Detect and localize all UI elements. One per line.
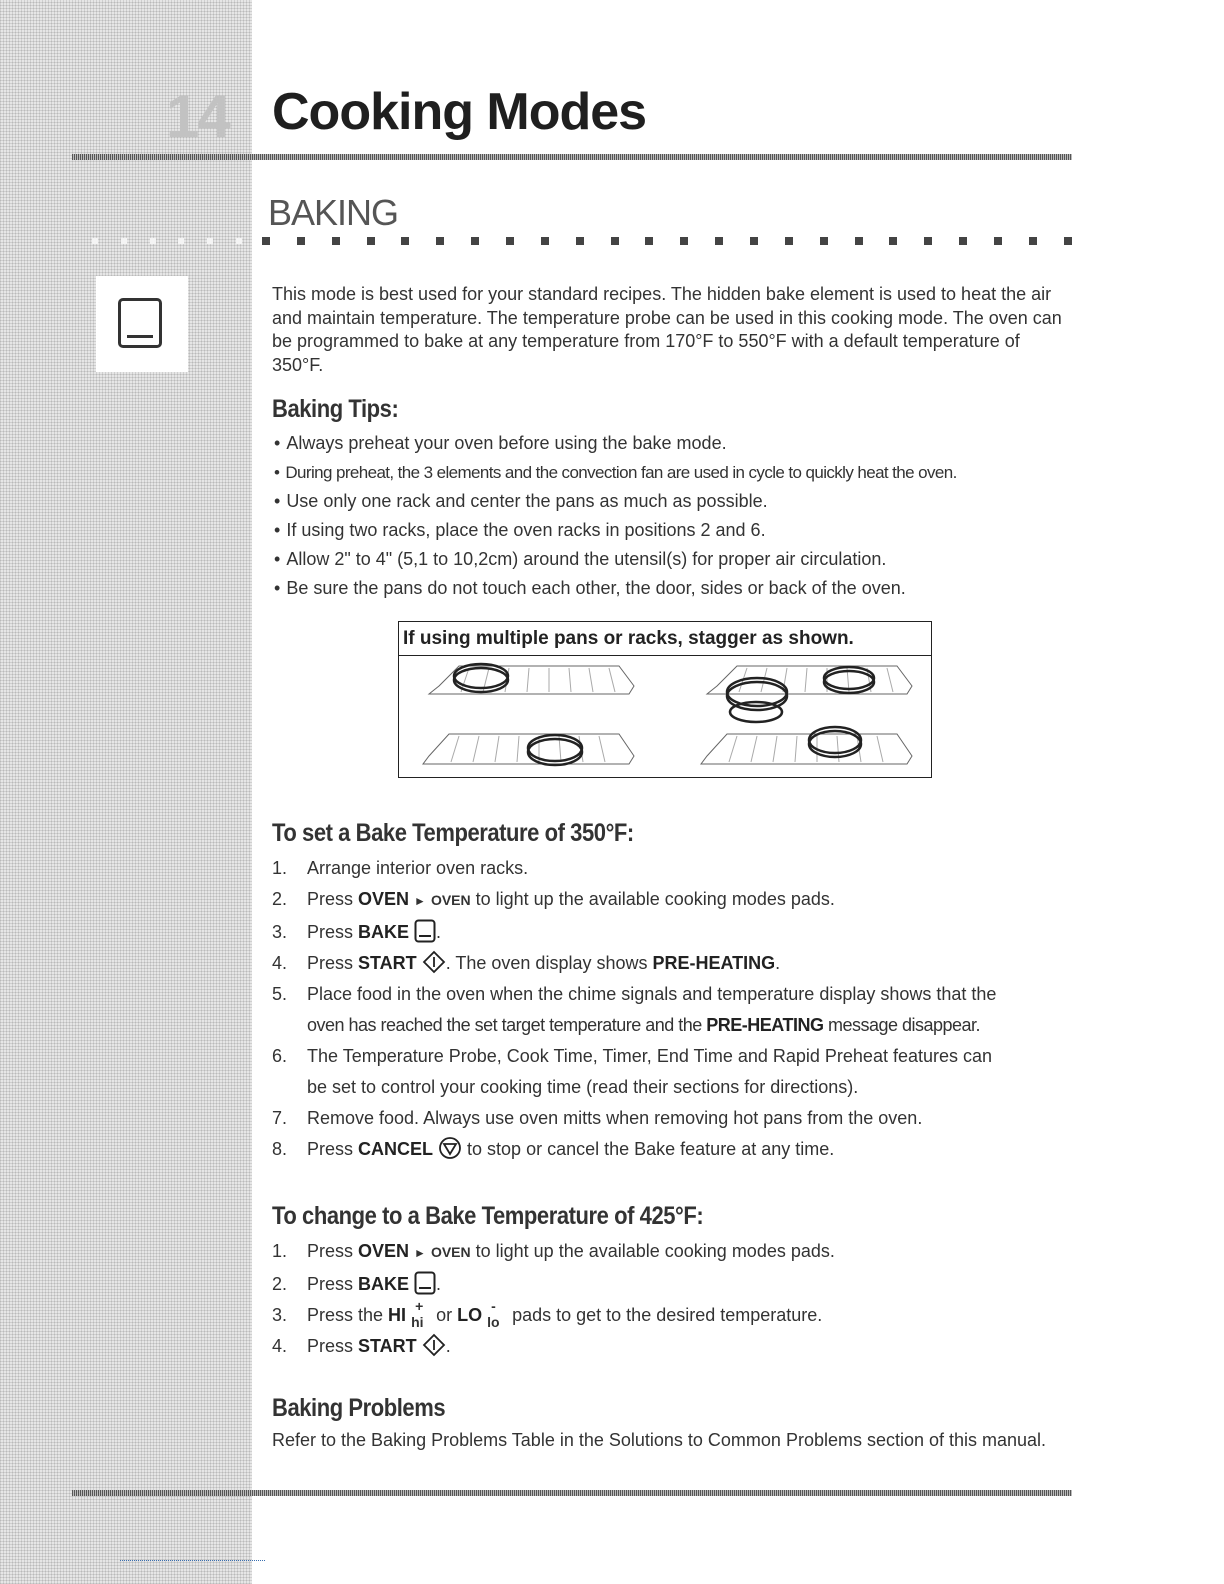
section-dot-divider [262, 237, 1072, 245]
step-item: 7. Remove food. Always use oven mitts when removing hot pans from the oven. [272, 1108, 923, 1128]
tips-heading: Baking Tips: [272, 395, 399, 423]
step-item: 4. Press START . [272, 1331, 1082, 1362]
cancel-icon [438, 1136, 462, 1160]
rack-illustration [399, 656, 931, 777]
lo-pad-icon: - lo [487, 1298, 500, 1330]
step-item: 1. Press OVEN ► OVEN to light up the available cooking modes pads. [272, 1241, 835, 1261]
step-item: 6. The Temperature Probe, Cook Time, Timer, End Time and Rapid Preheat features can be set to control your cooking time (read their sections for directions). [272, 1046, 993, 1097]
step-item: 1. Arrange interior oven racks. [272, 858, 529, 878]
tip-item: • Be sure the pans do not touch each other, the door, sides or back of the oven. [274, 574, 1094, 603]
start-icon [422, 950, 446, 974]
step-item: 3. Press BAKE . [272, 917, 1082, 948]
sidebar-dot-divider [92, 238, 242, 244]
hi-pad-icon: + hi [411, 1298, 424, 1330]
bake-icon [118, 298, 162, 348]
change-bake-heading: To change to a Bake Temperature of 425°F: [272, 1202, 704, 1230]
header-rule [72, 154, 1072, 160]
step-item: 5. Place food in the oven when the chime signals and temperature display shows that the oven has reached the set target temperature and the PRE-HEATING message disappear. [272, 984, 997, 1035]
step-item: 2. Press BAKE . [272, 1269, 1082, 1300]
page-title: Cooking Modes [272, 83, 647, 141]
figure-caption: If using multiple pans or racks, stagger as shown. [399, 622, 931, 656]
bake-mode-icon-box [96, 276, 188, 372]
stagger-figure [398, 621, 932, 778]
footer-link[interactable] [120, 1558, 265, 1561]
problems-text: Refer to the Baking Problems Table in the Solutions to Common Problems section of this manual. [272, 1430, 1047, 1450]
section-title: BAKING [268, 192, 399, 233]
footer-rule [72, 1490, 1072, 1496]
change-bake-steps [272, 1236, 1082, 1362]
start-icon [422, 1333, 446, 1357]
problems-heading: Baking Problems [272, 1394, 446, 1422]
tip-item: • Allow 2" to 4" (5,1 to 10,2cm) around the utensil(s) for proper air circulation. [274, 545, 1094, 574]
tip-item: • Always preheat your oven before using the bake mode. [274, 429, 1094, 458]
arrow-right-icon: ► [414, 894, 426, 908]
page-number: 14 [166, 83, 229, 150]
bake-icon [414, 919, 436, 943]
tip-item: • Use only one rack and center the pans as much as possible. [274, 487, 1094, 516]
step-item: 2. Press OVEN ► OVEN to light up the available cooking modes pads. [272, 889, 835, 909]
set-bake-steps [272, 853, 1082, 1165]
tips-list [274, 429, 1094, 603]
intro-paragraph: This mode is best used for your standard recipes. The hidden bake element is used to heat the air and maintain temperature. The temperature probe can be used in this cooking mode. The oven can be programmed to bake at any temperature from 170°F to 550°F with a default temperature of 350°F. [272, 284, 1062, 375]
step-item: 8. Press CANCEL to stop or cancel the Bake feature at any time. [272, 1134, 1082, 1165]
tip-item: • If using two racks, place the oven racks in positions 2 and 6. [274, 516, 1094, 545]
set-bake-heading: To set a Bake Temperature of 350°F: [272, 819, 634, 847]
tip-item: • During preheat, the 3 elements and the convection fan are used in cycle to quickly heat the oven. [274, 458, 1094, 487]
step-item: 3. Press the HI + hi or LO - lo pads to get to the desired temperature. [272, 1298, 823, 1330]
step-item: 4. Press START . The oven display shows PRE-HEATING. [272, 948, 1082, 979]
arrow-right-icon: ► [414, 1246, 426, 1260]
